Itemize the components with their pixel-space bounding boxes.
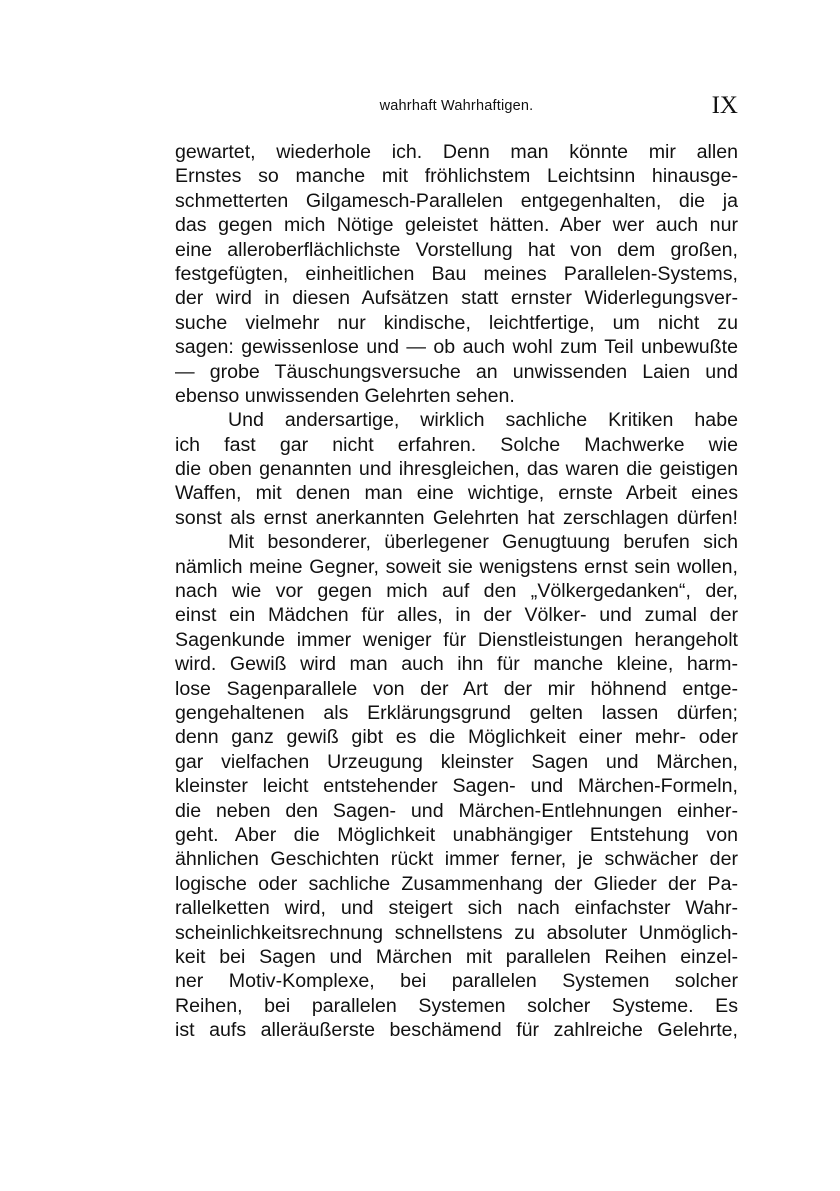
text-line: Und andersartige, wirklich sachliche Kritiken habe bbox=[228, 409, 738, 432]
text-line: Mit besonderer, überlegener Genugtuung berufen sich bbox=[228, 531, 738, 554]
text-line: festgefügten, einheitlichen Bau meines Parallelen-Systems, bbox=[175, 262, 738, 285]
text-line: der wird in diesen Aufsätzen statt ernster Widerlegungsver- bbox=[175, 287, 738, 310]
page-number: IX bbox=[711, 92, 738, 119]
page-header bbox=[175, 92, 738, 122]
text-line: einst ein Mädchen für alles, in der Völker- und zumal der bbox=[175, 604, 738, 627]
text-line: rallelketten wird, und steigert sich nach einfachster Wahr- bbox=[175, 897, 738, 920]
text-line: kleinster leicht entstehender Sagen- und Märchen-Formeln, bbox=[175, 775, 738, 798]
text-line: Sagenkunde immer weniger für Dienstleistungen herangeholt bbox=[175, 628, 738, 651]
text-line: nämlich meine Gegner, soweit sie wenigstens ernst sein wollen, bbox=[175, 555, 738, 578]
text-line: Waffen, mit denen man eine wichtige, ernste Arbeit eines bbox=[175, 482, 738, 505]
text-line: nach wie vor gegen mich auf den „Völkergedanken“, der, bbox=[175, 580, 738, 603]
text-line: sagen: gewissenlose und — ob auch wohl zum Teil unbewußte bbox=[175, 336, 738, 359]
text-line: wird. Gewiß wird man auch ihn für manche kleine, harm- bbox=[175, 653, 738, 676]
text-line: sonst als ernst anerkannten Gelehrten hat zerschlagen dürfen! bbox=[175, 506, 738, 529]
text-line: logische oder sachliche Zusammenhang der Glieder der Pa- bbox=[175, 872, 738, 895]
text-line: denn ganz gewiß gibt es die Möglichkeit einer mehr- oder bbox=[175, 726, 738, 749]
text-line: geht. Aber die Möglichkeit unabhängiger Entstehung von bbox=[175, 823, 738, 846]
text-line: ist aufs alleräußerste beschämend für zahlreiche Gelehrte, bbox=[175, 1019, 738, 1042]
text-line: die oben genannten und ihresgleichen, das waren die geistigen bbox=[175, 458, 738, 481]
text-line: gewartet, wiederhole ich. Denn man könnte mir allen bbox=[175, 141, 738, 163]
text-line: eine alleroberflächlichste Vorstellung hat von dem großen, bbox=[175, 238, 738, 261]
text-line: ich fast gar nicht erfahren. Solche Machwerke wie bbox=[175, 433, 738, 456]
text-line: gar vielfachen Urzeugung kleinster Sagen und Märchen, bbox=[175, 750, 738, 773]
running-head: wahrhaft Wahrhaftigen. bbox=[379, 98, 534, 114]
text-line: keit bei Sagen und Märchen mit parallelen Reihen einzel- bbox=[175, 945, 738, 968]
body-text bbox=[175, 140, 738, 1042]
text-line: scheinlichkeitsrechnung schnellstens zu absoluter Unmöglich- bbox=[175, 921, 738, 944]
text-line: ner Motiv-Komplexe, bei parallelen Systemen solcher bbox=[175, 970, 738, 993]
text-line: das gegen mich Nötige geleistet hätten. Aber wer auch nur bbox=[175, 214, 738, 237]
text-line: ebenso unwissenden Gelehrten sehen. bbox=[175, 384, 515, 407]
text-line: suche vielmehr nur kindische, leichtfertige, um nicht zu bbox=[175, 311, 738, 334]
text-line: ähnlichen Geschichten rückt immer ferner, je schwächer der bbox=[175, 848, 738, 871]
text-line: Ernstes so manche mit fröhlichstem Leichtsinn hinausge- bbox=[175, 165, 738, 188]
text-line: gengehaltenen als Erklärungsgrund gelten lassen dürfen; bbox=[175, 701, 738, 724]
text-line: die neben den Sagen- und Märchen-Entlehnungen einher- bbox=[175, 799, 738, 822]
text-line: schmetterten Gilgamesch-Parallelen entgegenhalten, die ja bbox=[175, 189, 738, 212]
text-line: — grobe Täuschungsversuche an unwissenden Laien und bbox=[175, 360, 738, 383]
text-line: Reihen, bei parallelen Systemen solcher Systeme. Es bbox=[175, 994, 738, 1017]
text-line: lose Sagenparallele von der Art der mir höhnend entge- bbox=[175, 677, 738, 700]
